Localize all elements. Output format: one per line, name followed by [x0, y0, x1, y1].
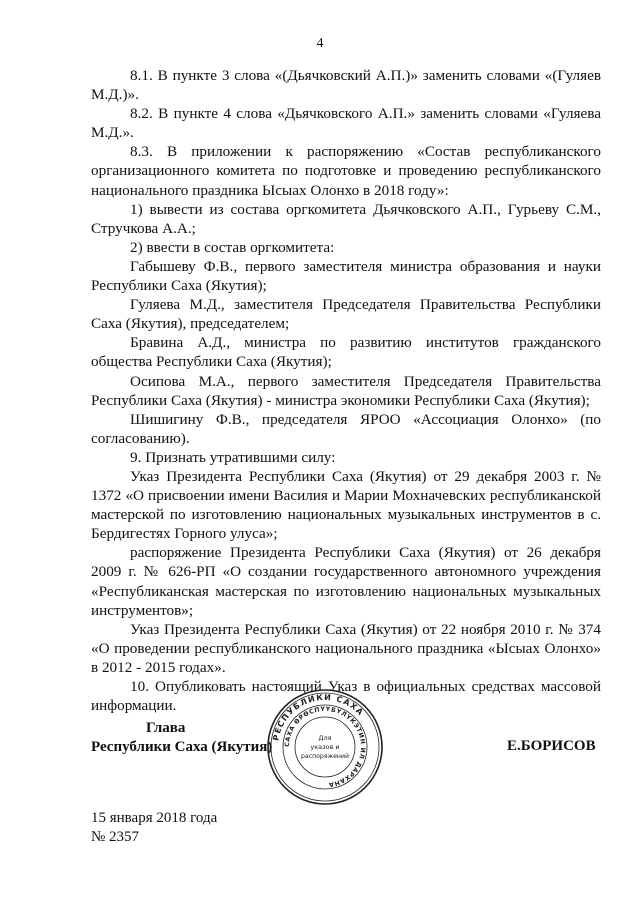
paragraph: 8.3. В приложении к распоряжению «Состав республиканского организационного комитета по подготовке и проведению республиканского национального праздника Ысыах Олонхо в 2018 году»:	[91, 143, 601, 199]
paragraph: Шишигину Ф.В., председателя ЯРОО «Ассоциация Олонхо» (по согласованию).	[91, 410, 601, 447]
official-seal	[266, 688, 384, 806]
page-number: 4	[316, 36, 324, 51]
signature-title	[91, 719, 272, 757]
paragraph: Габышеву Ф.В., первого заместителя министра образования и науки Республики Саха (Якутия);	[91, 257, 601, 295]
document-body	[91, 66, 601, 715]
seal-center-line3: распоряжений	[300, 753, 350, 760]
paragraph: 2) ввести в состав оргкомитета:	[130, 238, 335, 256]
paragraph: 1) вывести из состава оргкомитета Дьячковского А.П., Гурьеву С.М., Стручкова А.А.;	[91, 200, 601, 237]
paragraph: 10. Опубликовать настоящий Указ в официальных средствах массовой информации.	[91, 678, 601, 715]
signature-name: Е.БОРИСОВ	[507, 738, 596, 754]
document-date: 15 января 2018 года	[91, 810, 218, 826]
paragraph: 9. Признать утратившими силу:	[130, 448, 336, 466]
document-footer	[91, 809, 217, 847]
paragraph: Бравина А.Д., министра по развитию институтов гражданского общества Республики Саха (Якутия);	[91, 334, 601, 371]
seal-center-line1: Для	[318, 734, 332, 742]
paragraph: 8.1. В пункте 3 слова «(Дьячковский А.П.)» заменить словами «(Гуляев М.Д.)».	[91, 67, 601, 104]
seal-outer-text: РЕСПУБЛИКИ САХА	[271, 692, 366, 742]
paragraph: Осипова М.А., первого заместителя Председателя Правительства Республики Саха (Якутия) - министра экономики Республики Саха (Якутия);	[91, 372, 601, 409]
seal-center-line2: указов и	[310, 743, 340, 751]
document-number: № 2357	[91, 829, 140, 845]
signature-title-line2: Республики Саха (Якутия)	[91, 739, 273, 755]
paragraph: Указ Президента Республики Саха (Якутия) от 22 ноября 2010 г. № 374 «О проведении республиканского национального праздника «Ысыах Олонхо» в 2012 - 2015 годах».	[91, 620, 601, 676]
paragraph: распоряжение Президента Республики Саха (Якутия) от 26 декабря 2009 г. № 626-РП «О создании государственного автономного учреждения «Республиканская мастерская по изготовлению национальных музыкальных инструментов»;	[91, 544, 601, 619]
seal-inner-text: САХА ӨРӨСПҮҮБҮЛҮКЭТИН ИЛ ДАРХАНА	[283, 705, 367, 788]
signature-title-line1: Глава	[146, 720, 186, 736]
paragraph: Указ Президента Республики Саха (Якутия) от 29 декабря 2003 г. № 1372 «О присвоении имени Василия и Марии Мохначевских республиканской мастерской по изготовлению национальных музыкальных инструментов в с. Бердигестях Горного улуса»;	[91, 467, 601, 543]
paragraph: 8.2. В пункте 4 слова «Дьячковского А.П.» заменить словами «Гуляева М.Д.».	[91, 105, 601, 142]
paragraph: Гуляева М.Д., заместителя Председателя Правительства Республики Саха (Якутия), председателем;	[91, 296, 601, 333]
